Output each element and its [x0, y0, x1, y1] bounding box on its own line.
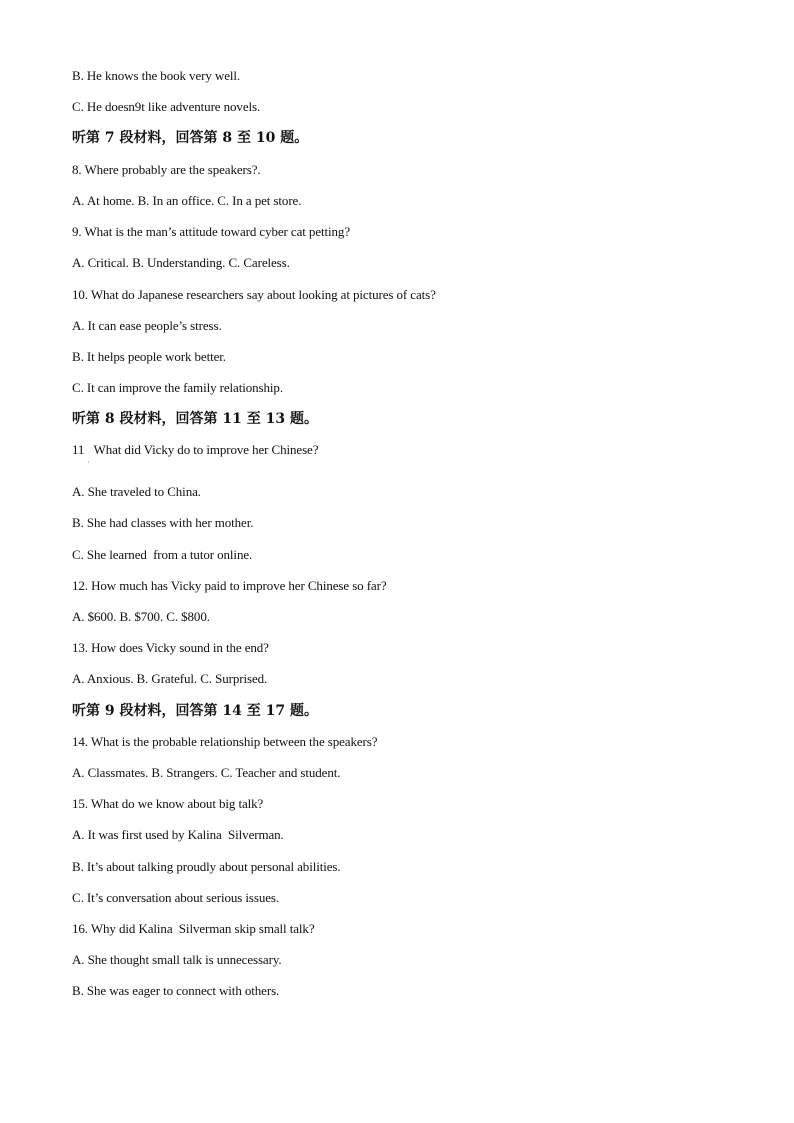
stray-dot-mark: ·	[87, 458, 90, 467]
question-line: 15. What do we know about big talk?	[72, 796, 264, 811]
option-line: C. It can improve the family relationship.	[72, 380, 283, 395]
option-line: C. He doesn9t like adventure novels.	[72, 99, 261, 114]
question-line: 8. Where probably are the speakers?.	[72, 162, 261, 177]
question-line: 16. Why did Kalina Silverman skip small talk?	[72, 921, 315, 936]
option-line: A. At home. B. In an office. C. In a pet store.	[72, 193, 302, 208]
option-line: A. Classmates. B. Strangers. C. Teacher and student.	[72, 765, 341, 780]
option-line: B. It helps people work better.	[72, 349, 226, 364]
question-line: 14. What is the probable relationship between the speakers?	[72, 734, 378, 749]
exam-page	[72, 0, 762, 1123]
section-heading: 听第 9 段材料，回答第 14 至 17 题。	[72, 703, 318, 719]
option-line: B. She had classes with her mother.	[72, 515, 254, 530]
section-heading: 听第 7 段材料，回答第 8 至 10 题。	[72, 130, 309, 146]
section-heading: 听第 8 段材料，回答第 11 至 13 题。	[72, 411, 318, 427]
question-line: 11 What did Vicky do to improve her Chinese?	[72, 442, 319, 457]
question-line: 12. How much has Vicky paid to improve her Chinese so far?	[72, 578, 387, 593]
option-line: B. She was eager to connect with others.	[72, 983, 280, 998]
option-line: A. $600. B. $700. C. $800.	[72, 609, 210, 624]
option-line: B. He knows the book very well.	[72, 68, 241, 83]
option-line: B. It’s about talking proudly about personal abilities.	[72, 859, 341, 874]
option-line: A. She traveled to China.	[72, 484, 201, 499]
option-line: A. She thought small talk is unnecessary.	[72, 952, 282, 967]
question-line: 13. How does Vicky sound in the end?	[72, 640, 269, 655]
option-line: A. Critical. B. Understanding. C. Careless.	[72, 255, 290, 270]
question-line: 10. What do Japanese researchers say about looking at pictures of cats?	[72, 287, 436, 302]
option-line: C. It’s conversation about serious issues.	[72, 890, 280, 905]
option-line: A. Anxious. B. Grateful. C. Surprised.	[72, 671, 268, 686]
option-line: C. She learned from a tutor online.	[72, 547, 253, 562]
question-line: 9. What is the man’s attitude toward cyber cat petting?	[72, 224, 351, 239]
option-line: A. It can ease people’s stress.	[72, 318, 222, 333]
option-line: A. It was first used by Kalina Silverman.	[72, 827, 284, 842]
